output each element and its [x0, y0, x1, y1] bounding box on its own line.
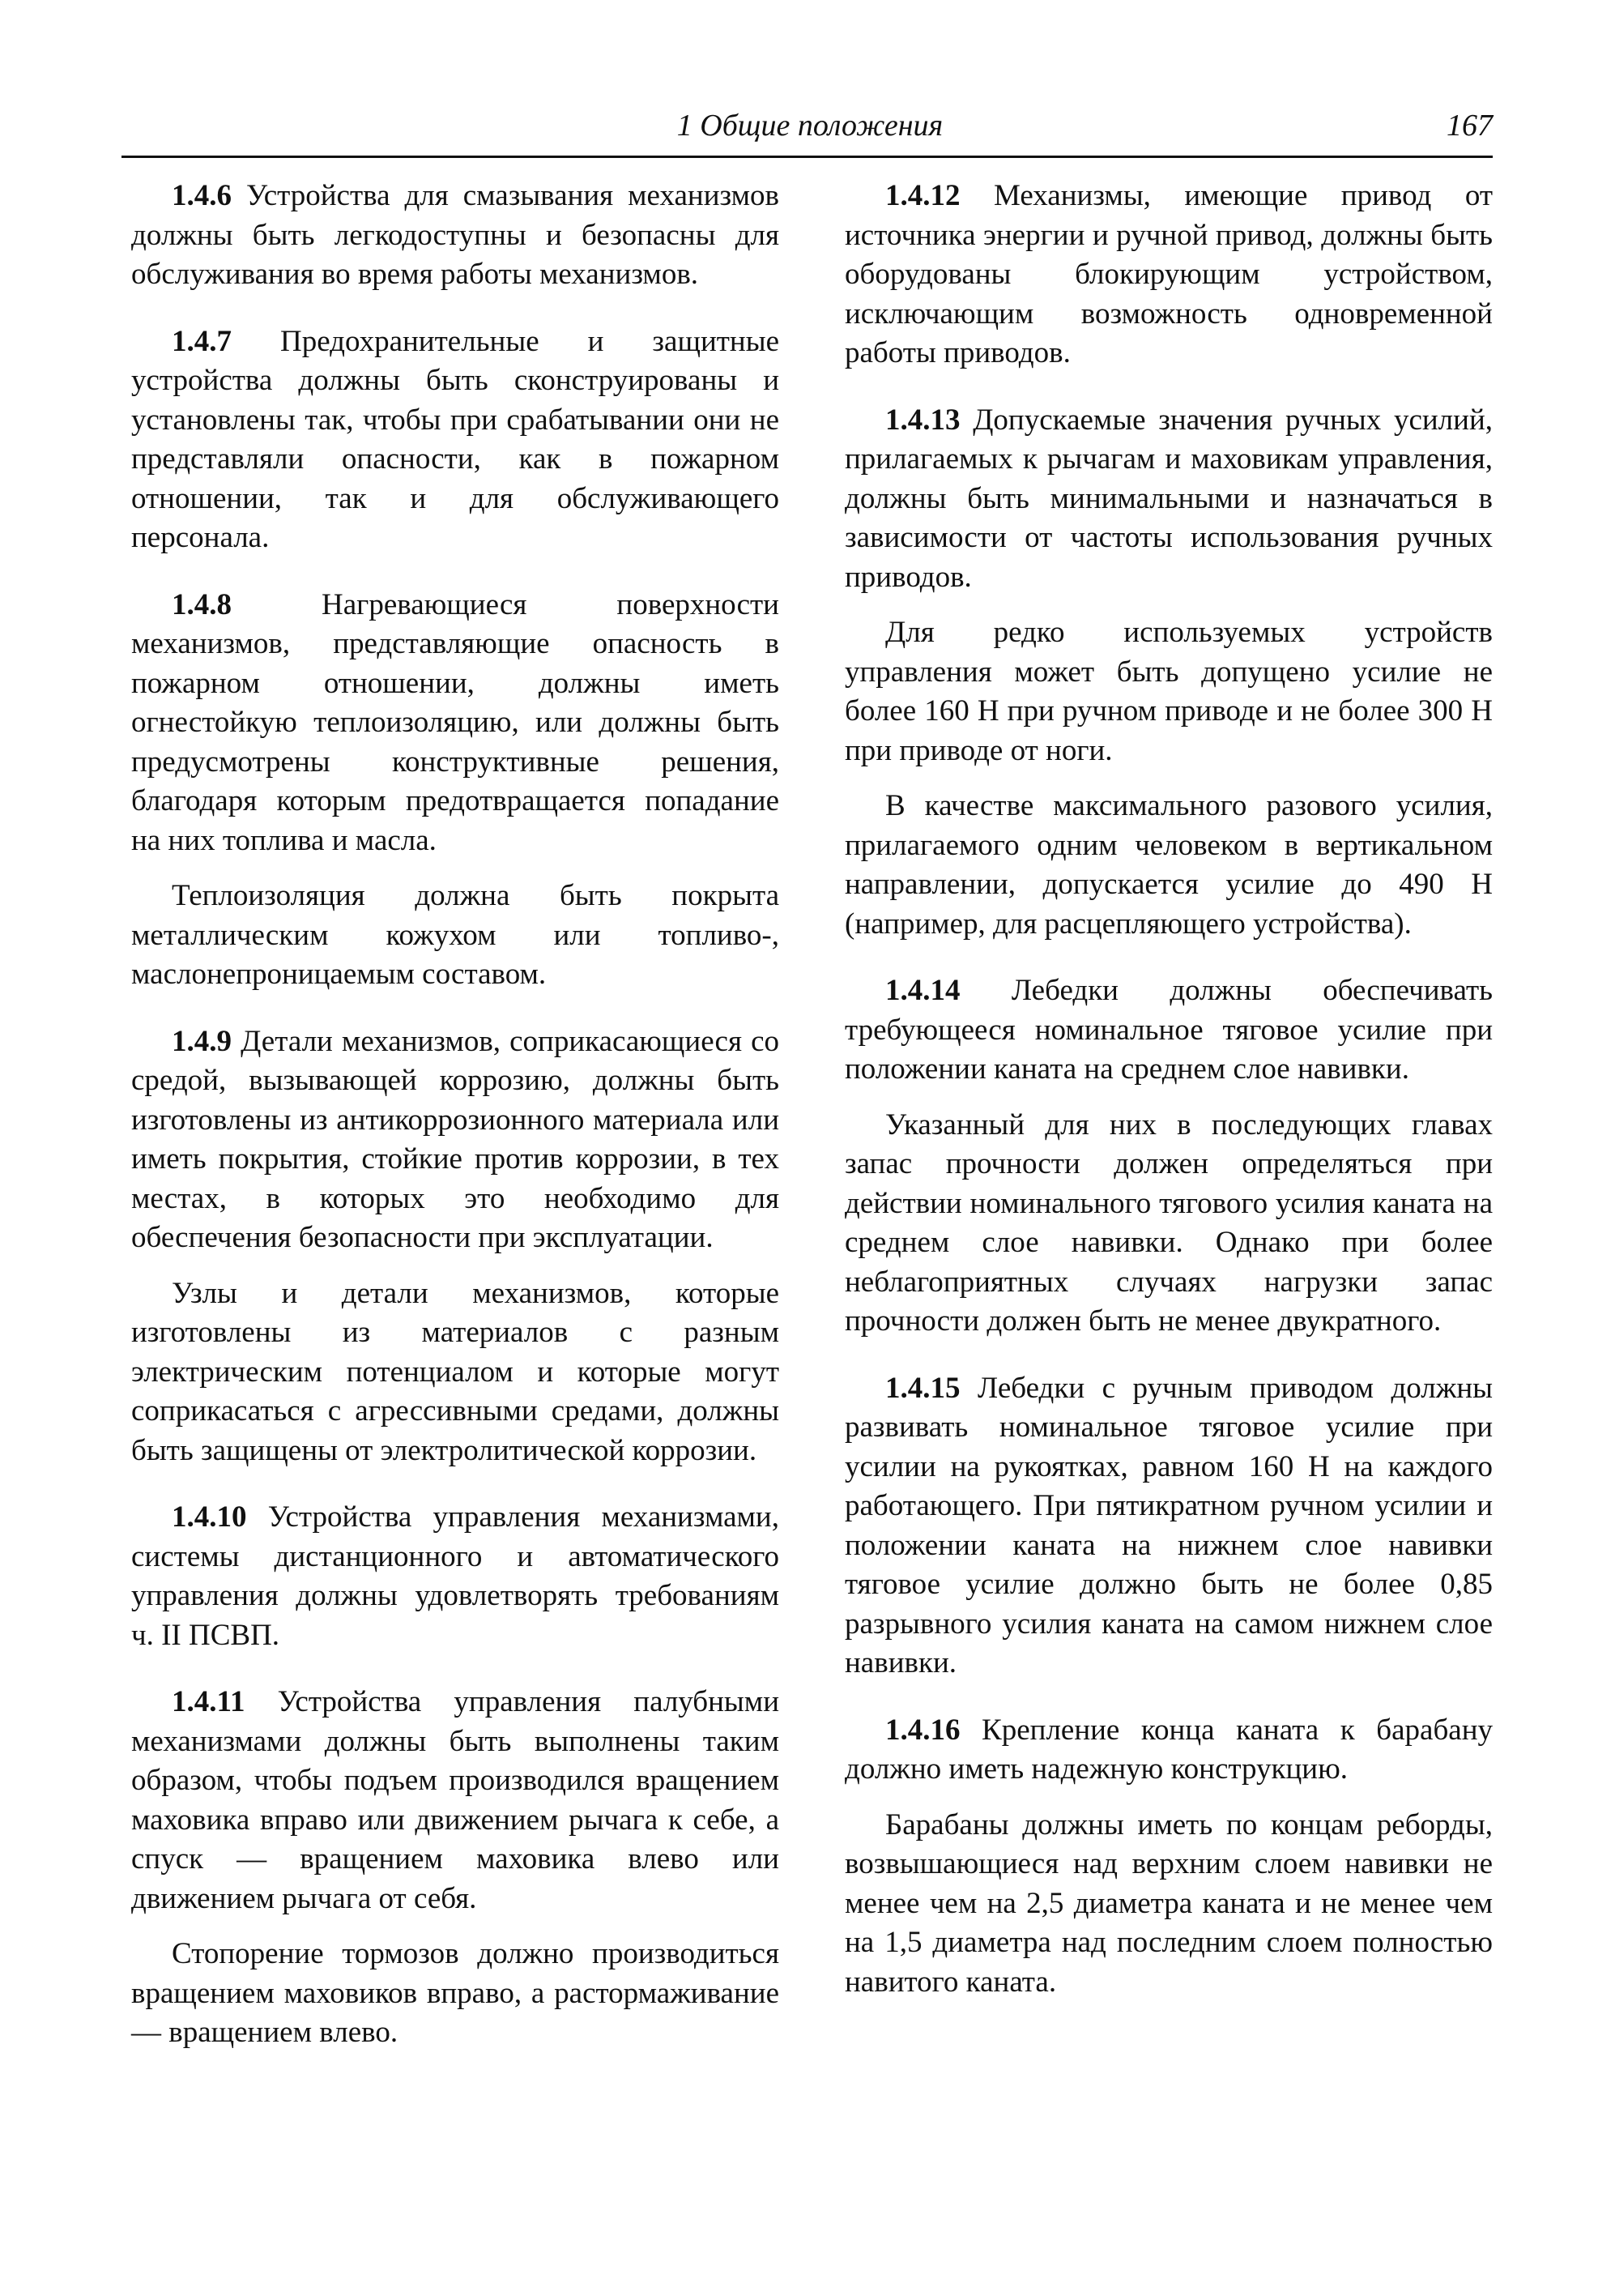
clause-number: 1.4.11: [172, 1685, 245, 1718]
paragraph: [131, 1274, 779, 1471]
clause-number: 1.4.16: [885, 1713, 961, 1747]
paragraph-text: Стопорение тормозов должно производиться вращением маховиков вправо, а растормаживание — вращением влево.: [131, 1937, 779, 2049]
paragraph-text: Предохранительные и защитные устройства должны быть сконструированы и установлены так, чтобы при срабатывании они не представляли опасности, как в пожарном отношении, так и для обслуживающего персонала.: [131, 324, 780, 554]
paragraph: [845, 1369, 1493, 1684]
running-head-title: 1 Общие положения: [676, 109, 944, 143]
right-column: [845, 177, 1493, 2002]
paragraph-text: Лебедки с ручным приводом должны развивать номинальное тяговое усилие при усилии на рукоятках, равном 160 Н на каждого работающего. При пятикратном ручном усилии и положении каната на нижнем слое навивки тяговое усилие должно быть не более 0,85 разрывного усилия каната на самом нижнем слое навивки.: [845, 1371, 1493, 1679]
paragraph: [131, 1935, 779, 2053]
paragraph-text: Устройства управления палубными механизмами должны быть выполнены таким образом, чтобы подъем производился вращением маховика вправо или движением рычага к себе, а спуск — вращением маховика влево или движением рычага от себя.: [131, 1685, 780, 1915]
clause-number: 1.4.8: [172, 587, 232, 621]
clause-number: 1.4.10: [172, 1500, 247, 1534]
clause-number: 1.4.12: [885, 179, 961, 212]
paragraph: [845, 1806, 1493, 2003]
clause-number: 1.4.6: [172, 179, 232, 212]
paragraph: [131, 1498, 779, 1655]
paragraph: [845, 971, 1493, 1090]
paragraph: [845, 1106, 1493, 1342]
paragraph-text: Для редко используемых устройств управления может быть допущено усилие не более 160 Н при ручном приводе и не более 300 Н при приводе от ноги.: [845, 616, 1493, 767]
paragraph-text: Крепление конца каната к барабану должно иметь надежную конструкцию.: [845, 1713, 1493, 1786]
clause-number: 1.4.14: [885, 974, 961, 1007]
paragraph: [131, 322, 779, 558]
paragraph: [845, 787, 1493, 944]
paragraph-text: Теплоизоляция должна быть покрыта металлическим кожухом или топливо-, маслонепроницаемым составом.: [131, 879, 779, 991]
paragraph-text: Барабаны должны иметь по концам реборды, возвышающиеся над верхним слоем навивки не менее чем на 2,5 диаметра каната и не менее чем на 1,5 диаметра над последним слоем полностью навитого каната.: [845, 1807, 1493, 1999]
paragraph: [845, 1711, 1493, 1790]
paragraph-text: Узлы и детали механизмов, которые изготовлены из материалов с разным электрическим потенциалом и которые могут соприкасаться с агрессивными средами, должны быть защищены от электролитической коррозии.: [131, 1276, 779, 1467]
paragraph: [845, 177, 1493, 373]
header-divider: [121, 156, 1493, 158]
paragraph-text: Допускаемые значения ручных усилий, прилагаемых к рычагам и маховикам управления, должны быть минимальными и назначаться в зависимости от частоты использования ручных приводов.: [845, 403, 1493, 594]
left-column: [131, 177, 779, 2053]
clause-number: 1.4.15: [885, 1371, 961, 1405]
paragraph: [845, 613, 1493, 770]
paragraph-text: Устройства для смазывания механизмов должны быть легкодоступны и безопасны для обслуживания во время работы механизмов.: [131, 179, 779, 291]
paragraph-text: Лебедки должны обеспечивать требующееся номинальное тяговое усилие при положении каната на среднем слое навивки.: [845, 974, 1493, 1086]
paragraph-text: Механизмы, имеющие привод от источника энергии и ручной привод, должны быть оборудованы блокирующим устройством, исключающим возможность одновременной работы приводов.: [845, 179, 1493, 369]
paragraph: [131, 1683, 779, 1918]
paragraph: [131, 877, 779, 995]
paragraph-text: Нагревающиеся поверхности механизмов, представляющие опасность в пожарном отношении, должны иметь огнестойкую теплоизоляцию, или должны быть предусмотрены конструктивные решения, благодаря которым предотвращается попадание на них топлива и масла.: [131, 587, 779, 857]
paragraph-text: Детали механизмов, соприкасающиеся со средой, вызывающей коррозию, должны быть изготовлены из антикоррозионного материала или иметь покрытия, стойкие против коррозии, в тех местах, в которых это необходимо для обеспечения безопасности при эксплуатации.: [131, 1024, 780, 1254]
page-number: 167: [1447, 109, 1493, 143]
clause-number: 1.4.7: [172, 324, 232, 358]
paragraph-text: В качестве максимального разового усилия, прилагаемого одним человеком в вертикальном направлении, допускается усилие до 490 Н (например, для расцепляющего устройства).: [845, 789, 1493, 941]
paragraph: [131, 177, 779, 295]
paragraph-text: Устройства управления механизмами, системы дистанционного и автоматического управления должны удовлетворять требованиям ч. II ПСВП.: [131, 1500, 779, 1652]
paragraph: [131, 586, 779, 861]
clause-number: 1.4.9: [172, 1024, 232, 1058]
paragraph: [131, 1022, 779, 1258]
paragraph: [845, 401, 1493, 598]
paragraph-text: Указанный для них в последующих главах запас прочности должен определяться при действии номинального тягового усилия каната на среднем слое навивки. Однако при более неблагоприятных случаях нагрузки запас прочности должен быть не менее двукратного.: [845, 1107, 1493, 1338]
clause-number: 1.4.13: [885, 403, 961, 437]
